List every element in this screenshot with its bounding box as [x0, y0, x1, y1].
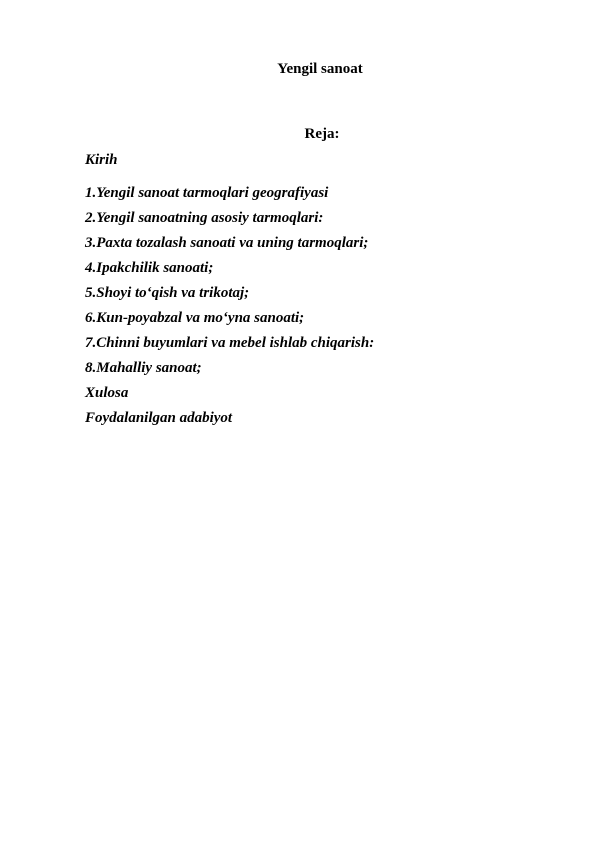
plan-item-introduction: Kirih — [85, 152, 118, 168]
plan-item-7: 7.Chinni buyumlari va mebel ishlab chiqarish: — [85, 335, 375, 351]
document-title: Yengil sanoat — [277, 61, 363, 77]
plan-item-3: 3.Paxta tozalash sanoati va uning tarmoqlari; — [85, 235, 369, 251]
plan-item-1: 1.Yengil sanoat tarmoqlari geografiyasi — [85, 185, 329, 201]
plan-item-4: 4.Ipakchilik sanoati; — [85, 260, 214, 276]
plan-list — [85, 150, 374, 433]
plan-item-references: Foydalanilgan adabiyot — [85, 410, 233, 426]
plan-item-2: 2.Yengil sanoatning asosiy tarmoqlari: — [85, 210, 324, 226]
plan-item-5: 5.Shoyi to‘qish va trikotaj; — [85, 285, 250, 301]
plan-item-6: 6.Kun-poyabzal va mo‘yna sanoati; — [85, 310, 305, 326]
plan-item-8: 8.Mahalliy sanoat; — [85, 360, 202, 376]
plan-item-conclusion: Xulosa — [85, 385, 129, 401]
plan-heading: Reja: — [304, 126, 340, 142]
